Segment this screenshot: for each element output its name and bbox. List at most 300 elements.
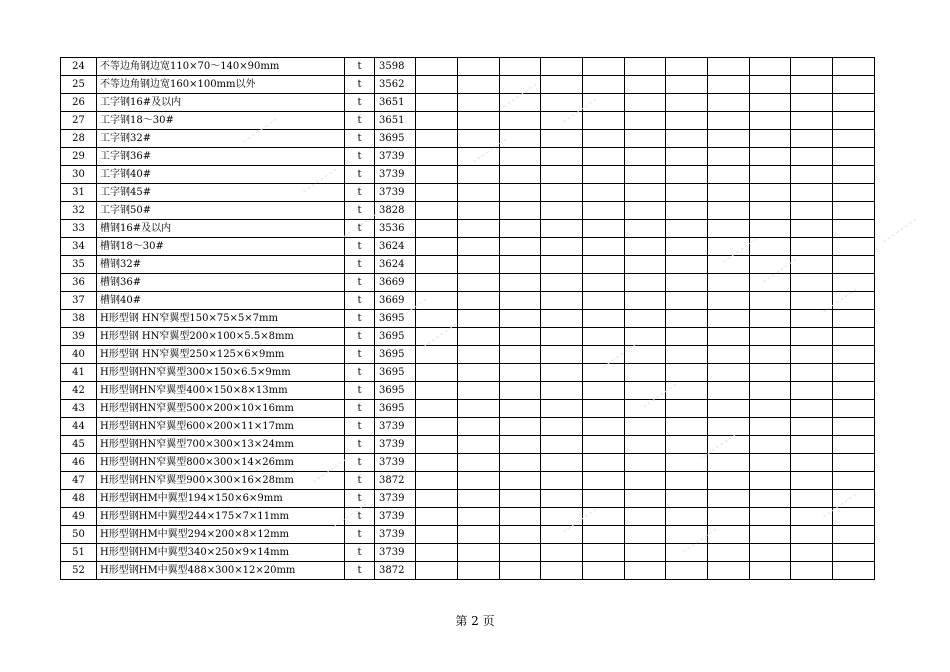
empty-cell <box>666 130 708 148</box>
empty-cell <box>500 346 541 364</box>
table-row <box>61 328 875 346</box>
empty-cell <box>791 112 833 130</box>
empty-cell <box>500 292 541 310</box>
price-table-body <box>61 58 875 580</box>
empty-cell <box>625 328 666 346</box>
empty-cell <box>541 292 583 310</box>
empty-cell <box>625 490 666 508</box>
empty-cell <box>791 526 833 544</box>
empty-cell <box>416 364 458 382</box>
empty-cell <box>708 436 750 454</box>
empty-cell <box>750 562 791 580</box>
empty-cell <box>791 364 833 382</box>
row-number-cell: 25 <box>61 76 97 94</box>
empty-cell <box>541 220 583 238</box>
table-row <box>61 418 875 436</box>
empty-cell <box>833 58 875 76</box>
table-row <box>61 292 875 310</box>
material-name-cell: 工字钢16#及以内 <box>97 94 345 112</box>
empty-cell <box>666 292 708 310</box>
empty-cell <box>458 274 500 292</box>
empty-cell <box>416 382 458 400</box>
empty-cell <box>416 310 458 328</box>
empty-cell <box>833 526 875 544</box>
price-cell: 3739 <box>375 148 416 166</box>
row-number-cell: 36 <box>61 274 97 292</box>
empty-cell <box>625 400 666 418</box>
empty-cell <box>666 472 708 490</box>
price-cell: 3624 <box>375 238 416 256</box>
table-row <box>61 76 875 94</box>
empty-cell <box>583 184 625 202</box>
empty-cell <box>583 202 625 220</box>
row-number-cell: 49 <box>61 508 97 526</box>
material-name-cell: H形型钢HN窄翼型600×200×11×17mm <box>97 418 345 436</box>
empty-cell <box>500 400 541 418</box>
table-row <box>61 346 875 364</box>
empty-cell <box>791 562 833 580</box>
empty-cell <box>583 400 625 418</box>
empty-cell <box>833 292 875 310</box>
empty-cell <box>833 490 875 508</box>
empty-cell <box>750 184 791 202</box>
row-number-cell: 37 <box>61 292 97 310</box>
table-row <box>61 382 875 400</box>
empty-cell <box>666 328 708 346</box>
price-cell: 3739 <box>375 490 416 508</box>
empty-cell <box>708 220 750 238</box>
empty-cell <box>708 364 750 382</box>
empty-cell <box>583 364 625 382</box>
empty-cell <box>458 400 500 418</box>
empty-cell <box>583 130 625 148</box>
unit-cell: t <box>345 310 375 328</box>
unit-cell: t <box>345 454 375 472</box>
empty-cell <box>625 238 666 256</box>
unit-cell: t <box>345 436 375 454</box>
empty-cell <box>458 526 500 544</box>
empty-cell <box>500 436 541 454</box>
price-cell: 3739 <box>375 418 416 436</box>
empty-cell <box>583 238 625 256</box>
empty-cell <box>750 382 791 400</box>
empty-cell <box>791 166 833 184</box>
unit-cell: t <box>345 202 375 220</box>
empty-cell <box>791 418 833 436</box>
empty-cell <box>416 94 458 112</box>
empty-cell <box>666 58 708 76</box>
empty-cell <box>666 112 708 130</box>
material-name-cell: 槽钢32# <box>97 256 345 274</box>
material-name-cell: H形型钢HN窄翼型500×200×10×16mm <box>97 400 345 418</box>
empty-cell <box>500 256 541 274</box>
material-name-cell: H形型钢 HN窄翼型150×75×5×7mm <box>97 310 345 328</box>
empty-cell <box>416 562 458 580</box>
empty-cell <box>791 454 833 472</box>
empty-cell <box>791 274 833 292</box>
empty-cell <box>541 202 583 220</box>
empty-cell <box>666 148 708 166</box>
empty-cell <box>666 490 708 508</box>
empty-cell <box>750 256 791 274</box>
empty-cell <box>708 490 750 508</box>
unit-cell: t <box>345 112 375 130</box>
empty-cell <box>750 76 791 94</box>
row-number-cell: 39 <box>61 328 97 346</box>
empty-cell <box>833 202 875 220</box>
empty-cell <box>791 202 833 220</box>
empty-cell <box>416 202 458 220</box>
empty-cell <box>791 472 833 490</box>
row-number-cell: 52 <box>61 562 97 580</box>
empty-cell <box>541 472 583 490</box>
empty-cell <box>791 184 833 202</box>
material-name-cell: 工字钢32# <box>97 130 345 148</box>
empty-cell <box>833 310 875 328</box>
empty-cell <box>500 562 541 580</box>
empty-cell <box>750 94 791 112</box>
empty-cell <box>750 400 791 418</box>
row-number-cell: 35 <box>61 256 97 274</box>
material-name-cell: H形型钢 HN窄翼型250×125×6×9mm <box>97 346 345 364</box>
price-cell: 3739 <box>375 184 416 202</box>
empty-cell <box>666 544 708 562</box>
empty-cell <box>791 238 833 256</box>
empty-cell <box>791 508 833 526</box>
empty-cell <box>791 310 833 328</box>
empty-cell <box>833 472 875 490</box>
price-cell: 3872 <box>375 472 416 490</box>
empty-cell <box>708 508 750 526</box>
unit-cell: t <box>345 274 375 292</box>
empty-cell <box>708 544 750 562</box>
empty-cell <box>458 58 500 76</box>
empty-cell <box>583 526 625 544</box>
empty-cell <box>708 526 750 544</box>
empty-cell <box>666 310 708 328</box>
price-cell: 3695 <box>375 400 416 418</box>
price-cell: 3695 <box>375 328 416 346</box>
price-cell: 3828 <box>375 202 416 220</box>
table-row <box>61 436 875 454</box>
empty-cell <box>750 220 791 238</box>
empty-cell <box>500 454 541 472</box>
empty-cell <box>625 184 666 202</box>
table-row <box>61 148 875 166</box>
empty-cell <box>458 490 500 508</box>
empty-cell <box>541 94 583 112</box>
empty-cell <box>750 436 791 454</box>
empty-cell <box>583 328 625 346</box>
empty-cell <box>541 508 583 526</box>
empty-cell <box>583 292 625 310</box>
empty-cell <box>833 544 875 562</box>
empty-cell <box>833 508 875 526</box>
empty-cell <box>583 274 625 292</box>
empty-cell <box>750 544 791 562</box>
empty-cell <box>666 166 708 184</box>
empty-cell <box>458 220 500 238</box>
empty-cell <box>500 328 541 346</box>
empty-cell <box>458 292 500 310</box>
empty-cell <box>791 130 833 148</box>
empty-cell <box>583 220 625 238</box>
empty-cell <box>458 148 500 166</box>
table-row <box>61 544 875 562</box>
empty-cell <box>583 454 625 472</box>
empty-cell <box>583 112 625 130</box>
empty-cell <box>833 148 875 166</box>
empty-cell <box>750 238 791 256</box>
empty-cell <box>500 94 541 112</box>
material-name-cell: 工字钢50# <box>97 202 345 220</box>
unit-cell: t <box>345 364 375 382</box>
empty-cell <box>791 544 833 562</box>
empty-cell <box>708 346 750 364</box>
empty-cell <box>833 274 875 292</box>
watermark-mark <box>883 219 917 244</box>
empty-cell <box>625 58 666 76</box>
price-cell: 3739 <box>375 544 416 562</box>
empty-cell <box>500 364 541 382</box>
empty-cell <box>708 310 750 328</box>
price-cell: 3651 <box>375 94 416 112</box>
empty-cell <box>625 382 666 400</box>
empty-cell <box>750 346 791 364</box>
empty-cell <box>625 202 666 220</box>
empty-cell <box>666 454 708 472</box>
unit-cell: t <box>345 328 375 346</box>
price-cell: 3669 <box>375 292 416 310</box>
empty-cell <box>416 328 458 346</box>
empty-cell <box>708 418 750 436</box>
empty-cell <box>541 562 583 580</box>
empty-cell <box>416 544 458 562</box>
empty-cell <box>625 94 666 112</box>
empty-cell <box>500 238 541 256</box>
material-name-cell: H形型钢HM中翼型488×300×12×20mm <box>97 562 345 580</box>
empty-cell <box>750 472 791 490</box>
empty-cell <box>666 274 708 292</box>
empty-cell <box>500 382 541 400</box>
empty-cell <box>791 292 833 310</box>
empty-cell <box>750 454 791 472</box>
empty-cell <box>458 310 500 328</box>
empty-cell <box>500 310 541 328</box>
empty-cell <box>791 256 833 274</box>
empty-cell <box>666 418 708 436</box>
empty-cell <box>708 58 750 76</box>
empty-cell <box>541 526 583 544</box>
table-row <box>61 562 875 580</box>
price-cell: 3739 <box>375 166 416 184</box>
empty-cell <box>666 256 708 274</box>
empty-cell <box>708 292 750 310</box>
empty-cell <box>750 418 791 436</box>
empty-cell <box>708 274 750 292</box>
empty-cell <box>541 76 583 94</box>
empty-cell <box>791 220 833 238</box>
empty-cell <box>583 58 625 76</box>
empty-cell <box>750 112 791 130</box>
empty-cell <box>416 454 458 472</box>
table-row <box>61 400 875 418</box>
empty-cell <box>416 76 458 94</box>
empty-cell <box>791 490 833 508</box>
empty-cell <box>500 58 541 76</box>
empty-cell <box>625 220 666 238</box>
empty-cell <box>791 328 833 346</box>
row-number-cell: 38 <box>61 310 97 328</box>
unit-cell: t <box>345 346 375 364</box>
empty-cell <box>416 436 458 454</box>
row-number-cell: 43 <box>61 400 97 418</box>
table-row <box>61 256 875 274</box>
empty-cell <box>583 166 625 184</box>
page-number: 第 2 页 <box>455 614 495 628</box>
empty-cell <box>416 238 458 256</box>
empty-cell <box>541 328 583 346</box>
empty-cell <box>416 166 458 184</box>
price-cell: 3872 <box>375 562 416 580</box>
table-row <box>61 472 875 490</box>
empty-cell <box>583 94 625 112</box>
empty-cell <box>458 346 500 364</box>
row-number-cell: 40 <box>61 346 97 364</box>
material-name-cell: 工字钢36# <box>97 148 345 166</box>
empty-cell <box>541 382 583 400</box>
empty-cell <box>666 220 708 238</box>
empty-cell <box>458 472 500 490</box>
table-row <box>61 94 875 112</box>
unit-cell: t <box>345 238 375 256</box>
price-cell: 3695 <box>375 364 416 382</box>
material-name-cell: H形型钢HN窄翼型800×300×14×26mm <box>97 454 345 472</box>
material-name-cell: H形型钢HM中翼型340×250×9×14mm <box>97 544 345 562</box>
empty-cell <box>416 346 458 364</box>
empty-cell <box>791 382 833 400</box>
empty-cell <box>541 544 583 562</box>
price-cell: 3739 <box>375 526 416 544</box>
material-name-cell: H形型钢HN窄翼型300×150×6.5×9mm <box>97 364 345 382</box>
empty-cell <box>500 184 541 202</box>
empty-cell <box>458 238 500 256</box>
unit-cell: t <box>345 490 375 508</box>
empty-cell <box>541 490 583 508</box>
price-cell: 3739 <box>375 454 416 472</box>
material-name-cell: H形型钢HM中翼型194×150×6×9mm <box>97 490 345 508</box>
unit-cell: t <box>345 166 375 184</box>
empty-cell <box>541 256 583 274</box>
unit-cell: t <box>345 418 375 436</box>
material-name-cell: H形型钢HM中翼型244×175×7×11mm <box>97 508 345 526</box>
empty-cell <box>666 400 708 418</box>
empty-cell <box>541 436 583 454</box>
table-row <box>61 220 875 238</box>
empty-cell <box>500 526 541 544</box>
empty-cell <box>541 400 583 418</box>
table-row <box>61 526 875 544</box>
empty-cell <box>708 202 750 220</box>
material-name-cell: 不等边角钢边宽110×70～140×90mm <box>97 58 345 76</box>
empty-cell <box>458 436 500 454</box>
empty-cell <box>458 94 500 112</box>
empty-cell <box>791 76 833 94</box>
table-row <box>61 238 875 256</box>
material-name-cell: 工字钢18～30# <box>97 112 345 130</box>
empty-cell <box>625 112 666 130</box>
empty-cell <box>541 346 583 364</box>
unit-cell: t <box>345 76 375 94</box>
row-number-cell: 50 <box>61 526 97 544</box>
empty-cell <box>541 130 583 148</box>
empty-cell <box>416 418 458 436</box>
row-number-cell: 26 <box>61 94 97 112</box>
material-name-cell: 槽钢40# <box>97 292 345 310</box>
table-row <box>61 112 875 130</box>
empty-cell <box>833 184 875 202</box>
empty-cell <box>708 76 750 94</box>
empty-cell <box>583 148 625 166</box>
empty-cell <box>500 508 541 526</box>
empty-cell <box>458 454 500 472</box>
table-row <box>61 490 875 508</box>
empty-cell <box>583 76 625 94</box>
empty-cell <box>750 526 791 544</box>
empty-cell <box>750 490 791 508</box>
row-number-cell: 31 <box>61 184 97 202</box>
empty-cell <box>625 364 666 382</box>
empty-cell <box>416 148 458 166</box>
empty-cell <box>791 148 833 166</box>
empty-cell <box>666 364 708 382</box>
unit-cell: t <box>345 292 375 310</box>
unit-cell: t <box>345 562 375 580</box>
empty-cell <box>458 256 500 274</box>
empty-cell <box>500 202 541 220</box>
empty-cell <box>458 166 500 184</box>
empty-cell <box>583 508 625 526</box>
empty-cell <box>416 184 458 202</box>
empty-cell <box>708 166 750 184</box>
empty-cell <box>416 274 458 292</box>
empty-cell <box>666 346 708 364</box>
table-row <box>61 454 875 472</box>
empty-cell <box>458 364 500 382</box>
empty-cell <box>583 346 625 364</box>
empty-cell <box>708 130 750 148</box>
unit-cell: t <box>345 94 375 112</box>
empty-cell <box>750 130 791 148</box>
empty-cell <box>666 94 708 112</box>
empty-cell <box>583 382 625 400</box>
empty-cell <box>625 454 666 472</box>
table-row <box>61 184 875 202</box>
row-number-cell: 47 <box>61 472 97 490</box>
empty-cell <box>708 184 750 202</box>
empty-cell <box>666 202 708 220</box>
table-row <box>61 364 875 382</box>
empty-cell <box>833 346 875 364</box>
row-number-cell: 41 <box>61 364 97 382</box>
empty-cell <box>583 544 625 562</box>
material-name-cell: 槽钢18～30# <box>97 238 345 256</box>
empty-cell <box>833 166 875 184</box>
empty-cell <box>416 256 458 274</box>
empty-cell <box>791 436 833 454</box>
empty-cell <box>458 562 500 580</box>
empty-cell <box>625 508 666 526</box>
